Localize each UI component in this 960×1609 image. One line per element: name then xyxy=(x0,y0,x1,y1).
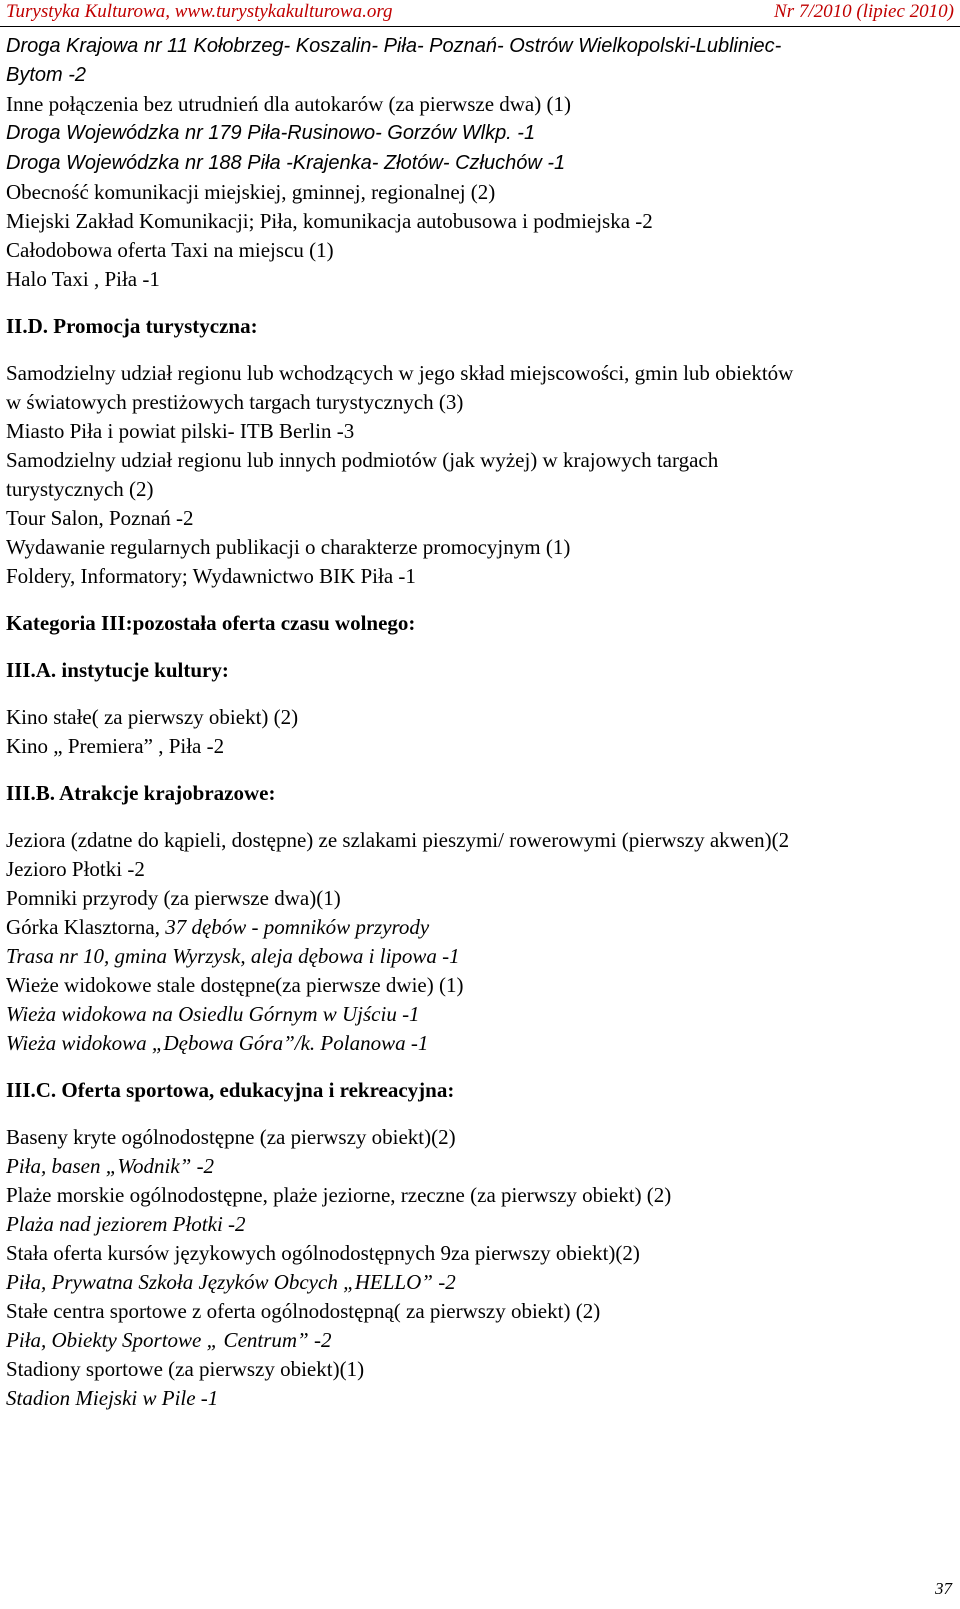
section-heading-iiia: III.A. instytucje kultury: xyxy=(6,658,229,682)
spacer xyxy=(6,808,954,826)
page-header xyxy=(0,0,960,28)
text-line: Droga Krajowa nr 11 Kołobrzeg- Koszalin- Piła- Poznań- Ostrów Wielkopolski-Lubliniec- xyxy=(6,35,782,57)
text-line: Miejski Zakład Komunikacji; Piła, komunikacja autobusowa i podmiejska -2 xyxy=(6,209,653,233)
text-line: Droga Wojewódzka nr 179 Piła-Rusinowo- Gorzów Wlkp. -1 xyxy=(6,122,536,144)
text-span-italic: 37 dębów - pomników przyrody xyxy=(165,915,430,939)
text-line: Piła, Prywatna Szkoła Języków Obcych „HELLO” -2 xyxy=(6,1270,456,1294)
text-line xyxy=(6,913,954,942)
text-line: Samodzielny udział regionu lub wchodzących w jego skład miejscowości, gmin lub obiektów xyxy=(6,361,794,385)
text-line: Jezioro Płotki -2 xyxy=(6,857,145,881)
text-line: Całodobowa oferta Taxi na miejscu (1) xyxy=(6,238,334,262)
text-line: Obecność komunikacji miejskiej, gminnej, regionalnej (2) xyxy=(6,180,496,204)
journal-title: Turystyka Kulturowa, www.turystykakulturowa.org xyxy=(6,1,393,22)
text-line: Halo Taxi , Piła -1 xyxy=(6,267,160,291)
text-line: Tour Salon, Poznań -2 xyxy=(6,506,194,530)
spacer xyxy=(6,1058,954,1076)
header-divider xyxy=(0,26,960,27)
text-line: Kino stałe( za pierwszy obiekt) (2) xyxy=(6,705,299,729)
document-body xyxy=(6,32,954,1413)
text-line xyxy=(6,148,954,178)
text-line: Stałe centra sportowe z oferta ogólnodostępną( za pierwszy obiekt) (2) xyxy=(6,1299,601,1323)
section-heading-iid: II.D. Promocja turystyczna: xyxy=(6,314,258,338)
text-line: Samodzielny udział regionu lub innych podmiotów (jak wyżej) w krajowych targach xyxy=(6,448,719,472)
text-line: Piła, basen „Wodnik” -2 xyxy=(6,1154,215,1178)
text-line: Stadion Miejski w Pile -1 xyxy=(6,1386,219,1410)
spacer xyxy=(6,591,954,609)
text-line: Inne połączenia bez utrudnień dla autokarów (za pierwsze dwa) (1) xyxy=(6,92,571,116)
text-line: Bytom -2 xyxy=(6,64,87,86)
text-span: Droga Wojewódzka nr 188 Piła -Krajenka- Złotów- Człuchów -1 xyxy=(6,152,566,174)
text-line: Plaże morskie ogólnodostępne, plaże jeziorne, rzeczne (za pierwszy obiekt) (2) xyxy=(6,1183,672,1207)
text-line: Jeziora (zdatne do kąpieli, dostępne) ze szlakami pieszymi/ rowerowymi (pierwszy akwen)(2 xyxy=(6,828,790,852)
spacer xyxy=(6,294,954,312)
text-line: Wydawanie regularnych publikacji o charakterze promocyjnym (1) xyxy=(6,535,571,559)
text-line: Miasto Piła i powiat pilski- ITB Berlin -3 xyxy=(6,419,355,443)
text-line: turystycznych (2) xyxy=(6,477,154,501)
spacer xyxy=(6,685,954,703)
text-line: Kino „ Premiera” , Piła -2 xyxy=(6,734,225,758)
text-line: Pomniki przyrody (za pierwsze dwa)(1) xyxy=(6,886,341,910)
text-line: Stała oferta kursów językowych ogólnodostępnych 9za pierwszy obiekt)(2) xyxy=(6,1241,640,1265)
text-line: Plaża nad jeziorem Płotki -2 xyxy=(6,1212,246,1236)
issue-number: Nr 7/2010 (lipiec 2010) xyxy=(774,1,954,22)
text-line: Trasa nr 10, gmina Wyrzysk, aleja dębowa i lipowa -1 xyxy=(6,944,460,968)
section-heading-iiic: III.C. Oferta sportowa, edukacyjna i rekreacyjna: xyxy=(6,1078,455,1102)
spacer xyxy=(6,1105,954,1123)
spacer xyxy=(6,761,954,779)
text-line: w światowych prestiżowych targach turystycznych (3) xyxy=(6,390,464,414)
text-line: Baseny kryte ogólnodostępne (za pierwszy obiekt)(2) xyxy=(6,1125,456,1149)
text-line: Foldery, Informatory; Wydawnictwo BIK Piła -1 xyxy=(6,564,416,588)
text-line: Wieża widokowa na Osiedlu Górnym w Ujściu -1 xyxy=(6,1002,420,1026)
text-line: Stadiony sportowe (za pierwszy obiekt)(1) xyxy=(6,1357,365,1381)
text-line: Wieża widokowa „Dębowa Góra”/k. Polanowa -1 xyxy=(6,1031,429,1055)
spacer xyxy=(6,341,954,359)
text-span: Górka Klasztorna, xyxy=(6,915,166,939)
section-heading-iiib: III.B. Atrakcje krajobrazowe: xyxy=(6,781,276,805)
text-line: Wieże widokowe stale dostępne(za pierwsze dwie) (1) xyxy=(6,973,464,997)
spacer xyxy=(6,638,954,656)
text-line: Piła, Obiekty Sportowe „ Centrum” -2 xyxy=(6,1328,332,1352)
page-number: 37 xyxy=(935,1579,952,1598)
category-heading-iii: Kategoria III:pozostała oferta czasu wolnego: xyxy=(6,611,416,635)
